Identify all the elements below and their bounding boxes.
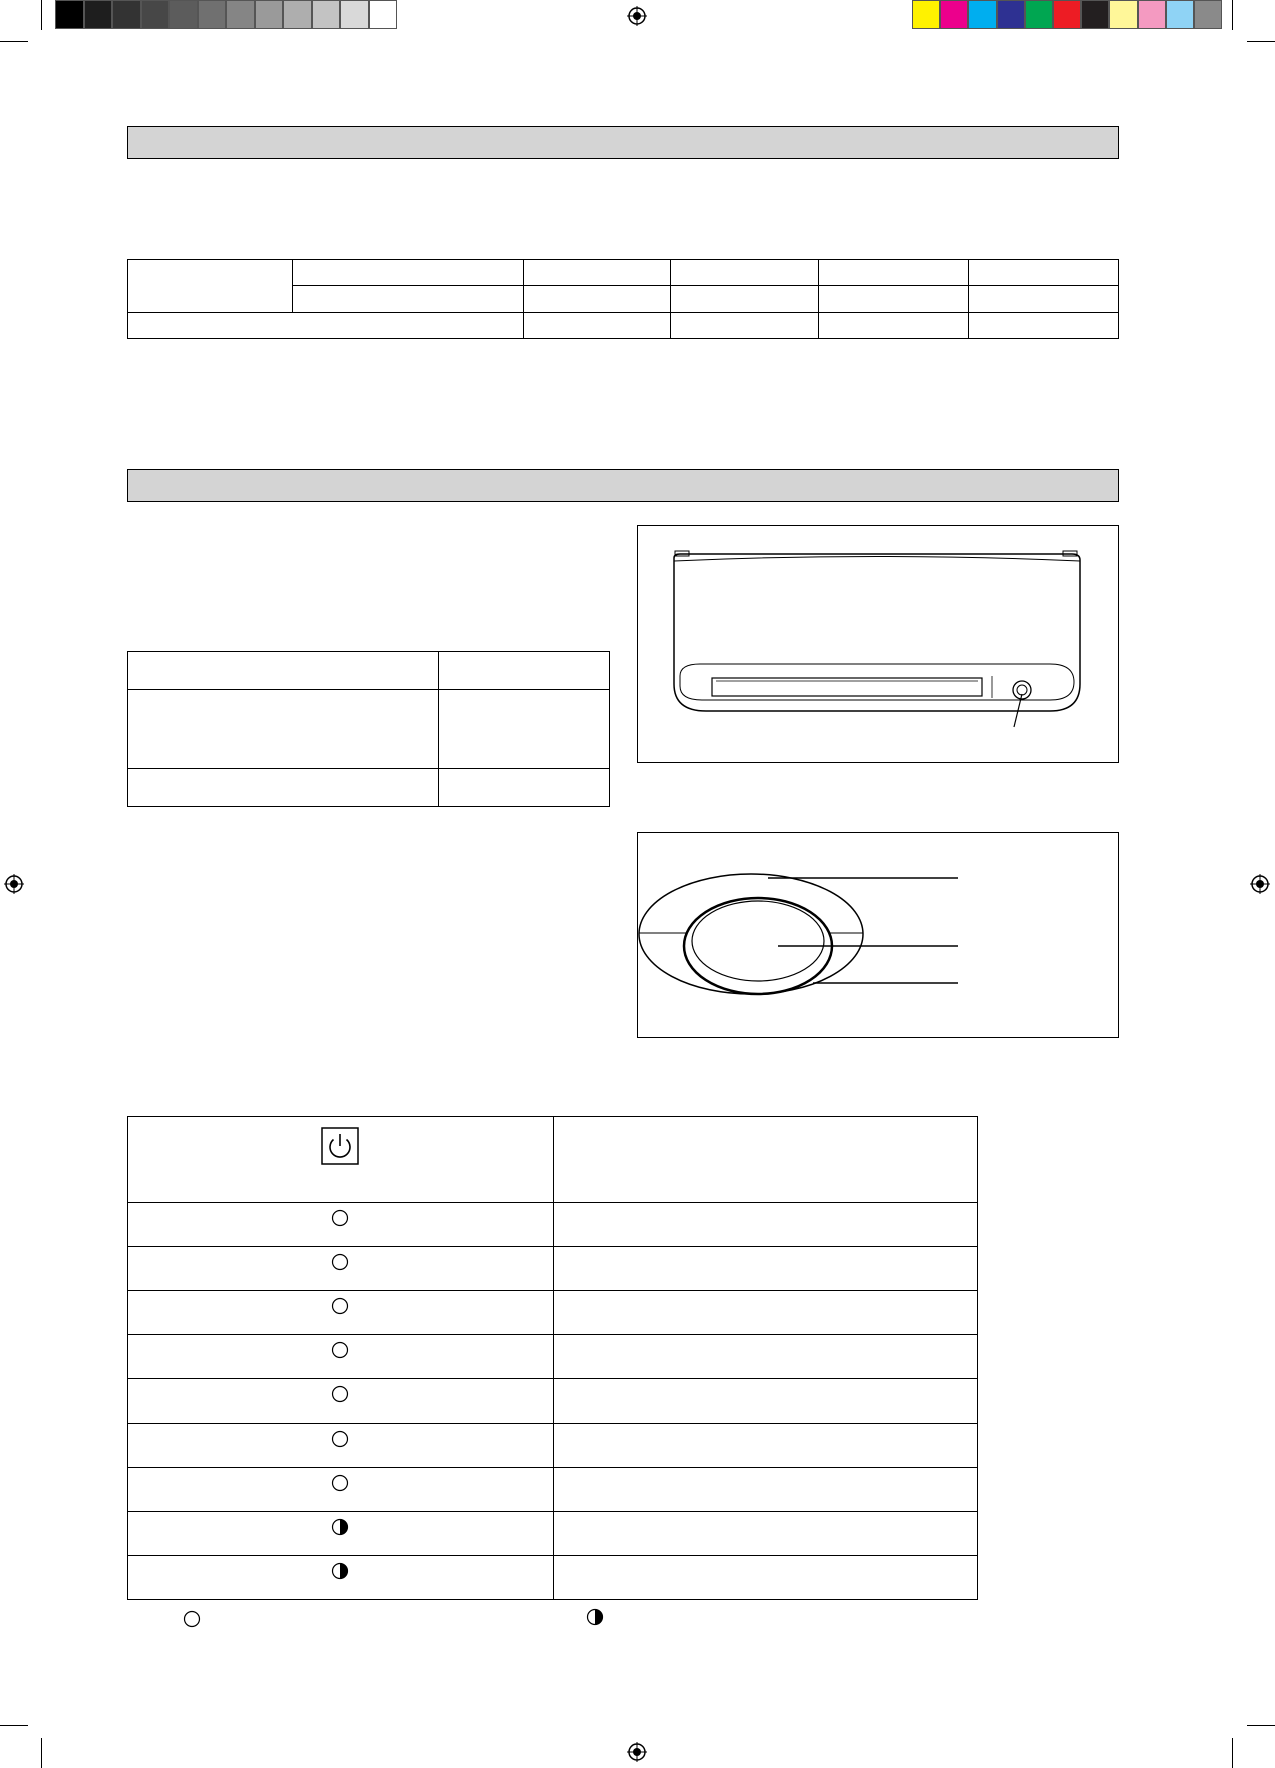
indicator-table <box>127 1116 978 1600</box>
table-row <box>128 1555 978 1599</box>
lamp-blinking-icon <box>586 1608 604 1626</box>
table-cell <box>819 312 969 338</box>
table-cell <box>671 260 819 286</box>
table-cell <box>292 286 523 312</box>
indicator-symbol-cell <box>128 1247 554 1291</box>
indicator-description-cell <box>553 1291 977 1335</box>
indicator-description-cell <box>553 1247 977 1291</box>
table-cell <box>819 260 969 286</box>
indicator-symbol-cell <box>128 1467 554 1511</box>
color-swatch <box>1166 0 1194 29</box>
color-swatch <box>283 0 312 29</box>
table-cell <box>671 312 819 338</box>
crop-mark <box>1232 0 1233 30</box>
color-swatch <box>169 0 198 29</box>
color-swatch <box>1138 0 1166 29</box>
table-cell <box>439 690 610 769</box>
crop-mark <box>0 1725 28 1726</box>
table-row <box>128 1379 978 1423</box>
lamp-on-icon <box>183 1610 201 1628</box>
color-swatch <box>55 0 84 29</box>
indicator-description-cell <box>553 1511 977 1555</box>
table-cell <box>671 286 819 312</box>
lamp-on-icon <box>331 1474 349 1492</box>
color-swatch <box>940 0 968 29</box>
color-swatch <box>84 0 113 29</box>
registration-mark-icon <box>4 874 24 894</box>
table-cell <box>128 690 439 769</box>
indicator-symbol-cell <box>128 1291 554 1335</box>
section-header-bar <box>127 469 1119 502</box>
color-swatch <box>255 0 284 29</box>
table-cell <box>439 769 610 807</box>
upper-table <box>127 259 1119 339</box>
lamp-blinking-icon <box>331 1562 349 1580</box>
table-row <box>128 1335 978 1379</box>
indicator-description-cell <box>553 1379 977 1423</box>
table-cell <box>523 260 671 286</box>
table-cell <box>819 286 969 312</box>
table-cell <box>128 260 293 313</box>
table-cell <box>969 260 1119 286</box>
indicator-description-cell <box>553 1335 977 1379</box>
indicator-symbol-cell <box>128 1117 554 1203</box>
table-cell <box>128 312 524 338</box>
crop-mark <box>1247 41 1275 42</box>
indicator-description-cell <box>553 1203 977 1247</box>
table-row <box>128 1511 978 1555</box>
indicator-description-cell <box>553 1467 977 1511</box>
indoor-unit-figure <box>637 525 1119 763</box>
table-cell <box>439 652 610 690</box>
power-icon <box>321 1127 359 1165</box>
table-cell <box>523 286 671 312</box>
lamp-on-icon <box>331 1253 349 1271</box>
table-cell <box>292 260 523 286</box>
color-swatch <box>1194 0 1222 29</box>
indicator-symbol-cell <box>128 1555 554 1599</box>
color-swatch <box>1053 0 1081 29</box>
registration-mark-icon <box>627 6 647 26</box>
legend-blink <box>586 1608 604 1631</box>
lamp-on-icon <box>331 1385 349 1403</box>
color-swatch <box>141 0 170 29</box>
lamp-on-icon <box>331 1341 349 1359</box>
table-row <box>128 1423 978 1467</box>
crop-mark <box>1247 1725 1275 1726</box>
color-swatch <box>198 0 227 29</box>
color-swatch <box>112 0 141 29</box>
indicator-symbol-cell <box>128 1203 554 1247</box>
lamp-on-icon <box>331 1297 349 1315</box>
color-swatch <box>226 0 255 29</box>
registration-mark-icon <box>627 1742 647 1762</box>
table-row <box>128 1291 978 1335</box>
crop-mark <box>1232 1738 1233 1768</box>
crop-mark <box>41 0 42 30</box>
indicator-description-cell <box>553 1423 977 1467</box>
table-cell <box>969 312 1119 338</box>
color-swatch <box>1109 0 1137 29</box>
color-swatch <box>340 0 369 29</box>
indicator-description-cell <box>553 1555 977 1599</box>
lamp-on-icon <box>331 1430 349 1448</box>
registration-mark-icon <box>1250 874 1270 894</box>
crop-mark <box>41 1738 42 1768</box>
crop-mark <box>0 41 28 42</box>
color-swatch <box>1081 0 1109 29</box>
table-row <box>128 1467 978 1511</box>
color-swatch <box>968 0 996 29</box>
color-swatch <box>369 0 398 29</box>
lamp-blinking-icon <box>331 1518 349 1536</box>
section-header-bar <box>127 126 1119 159</box>
table-cell <box>128 769 439 807</box>
table-cell <box>523 312 671 338</box>
color-swatch <box>1025 0 1053 29</box>
indicator-symbol-cell <box>128 1423 554 1467</box>
color-swatch <box>997 0 1025 29</box>
table-row <box>128 1203 978 1247</box>
indicator-symbol-cell <box>128 1335 554 1379</box>
color-swatch <box>312 0 341 29</box>
color-swatch <box>912 0 940 29</box>
button-detail-figure <box>637 832 1119 1038</box>
lamp-on-icon <box>331 1209 349 1227</box>
indicator-symbol-cell <box>128 1511 554 1555</box>
mid-table <box>127 651 610 807</box>
legend-on <box>183 1610 201 1633</box>
table-cell <box>128 652 439 690</box>
button-detail-illustration <box>638 833 1118 1037</box>
indoor-unit-illustration <box>638 526 1118 762</box>
indicator-symbol-cell <box>128 1379 554 1423</box>
table-row <box>128 1247 978 1291</box>
indicator-description-cell <box>553 1117 977 1203</box>
table-cell <box>969 286 1119 312</box>
